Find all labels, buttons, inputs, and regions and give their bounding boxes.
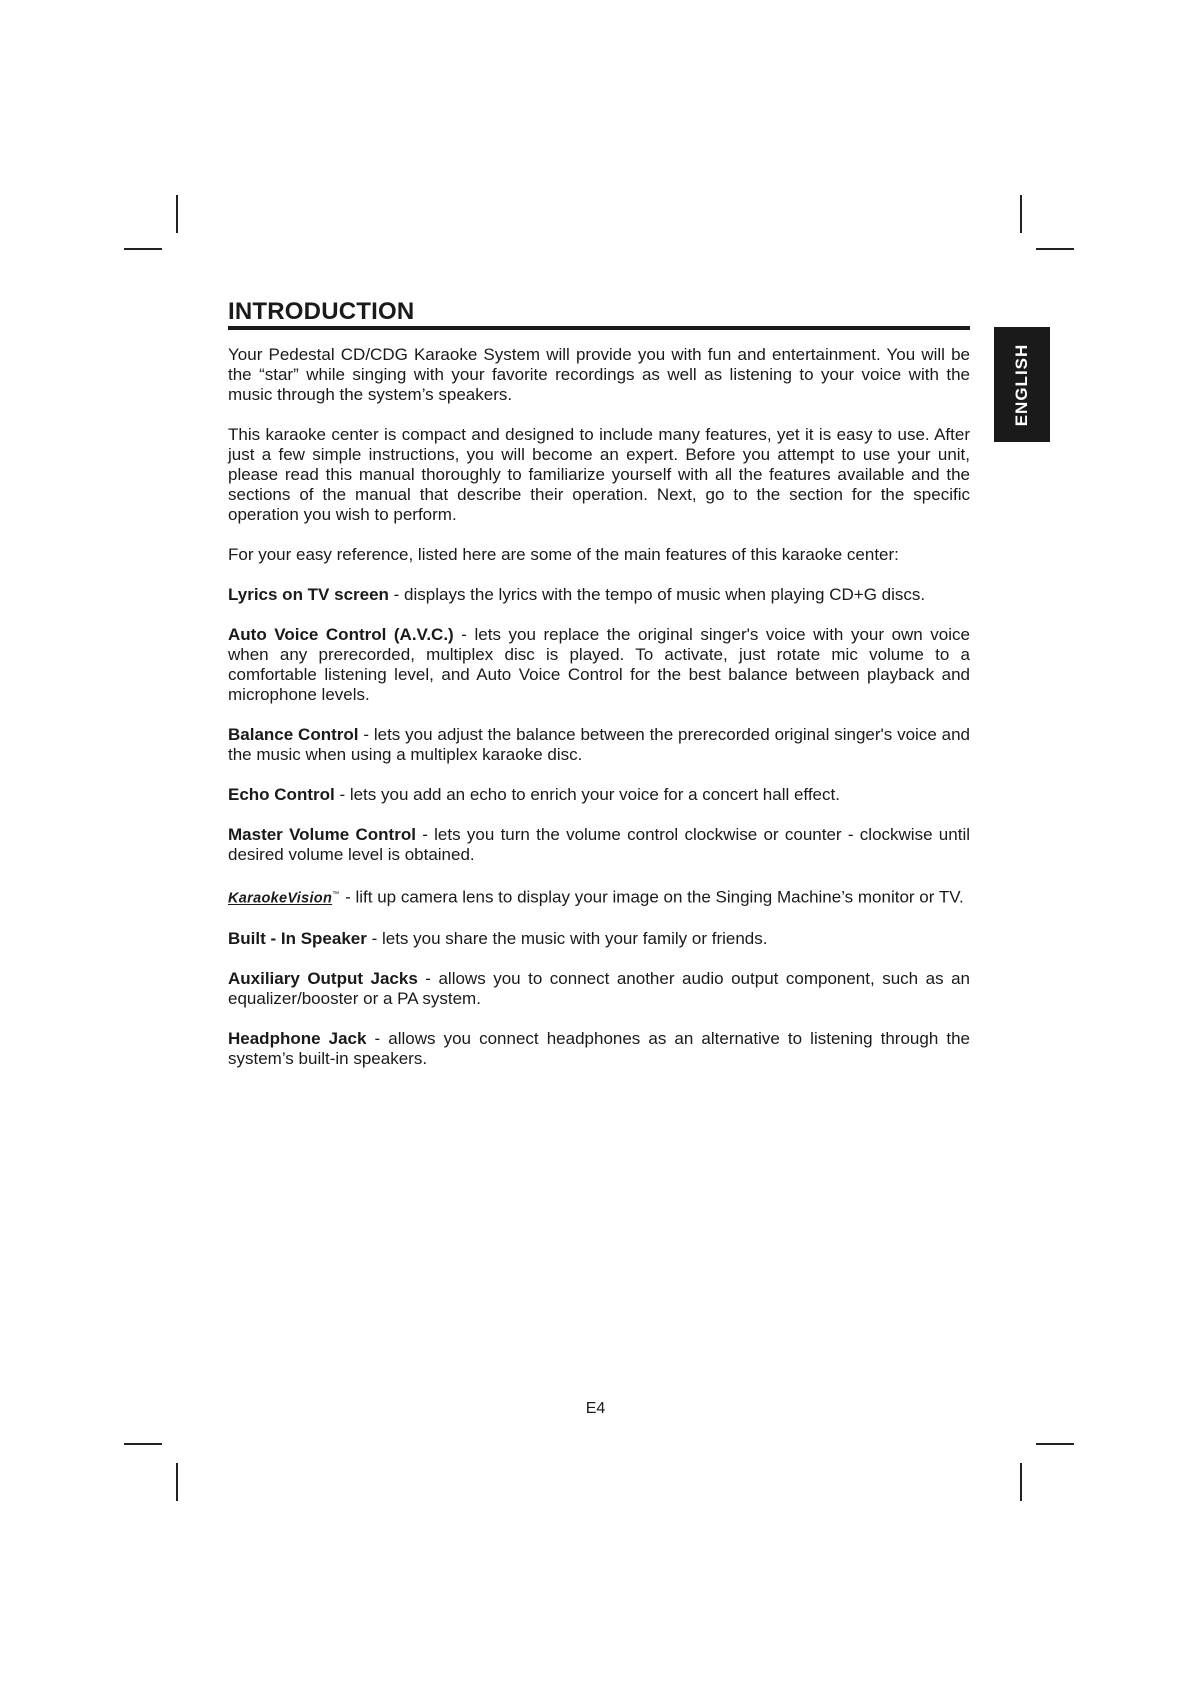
feature-item: [228, 785, 970, 805]
intro-paragraph: For your easy reference, listed here are some of the main features of this karaoke center:: [228, 545, 899, 564]
feature-description: - allows you to connect another audio output component, such as an equalizer/booster or a PA system.: [228, 968, 970, 1008]
feature-description: - lets you replace the original singer's voice with your own voice when any prerecorded, multiplex disc is played. To activate, just rotate mic volume to a comfortable listening level, and Auto Voice Control for the best balance between playback and microphone levels.: [228, 625, 970, 704]
feature-description: - displays the lyrics with the tempo of music when playing CD+G discs.: [388, 585, 926, 604]
feature-description: - lets you share the music with your family or friends.: [366, 928, 768, 948]
main-content: [228, 345, 970, 1089]
feature-description: - lets you adjust the balance between the prerecorded original singer's voice and the music when using a multiplex karaoke disc.: [228, 725, 971, 764]
feature-description: - lets you add an echo to enrich your voice for a concert hall effect.: [334, 785, 840, 804]
title-rule: [228, 326, 970, 330]
feature-item: [228, 625, 970, 705]
feature-term: Auxiliary Output Jacks: [228, 968, 418, 988]
intro-paragraph: Your Pedestal CD/CDG Karaoke System will provide you with fun and entertainment. You will be the “star” while singing with your favorite recordings as well as listening to your voice with the music through the system’s speakers.: [228, 345, 970, 404]
trademark-symbol: ™: [332, 891, 340, 898]
language-tab-label: ENGLISH: [1012, 343, 1031, 426]
crop-mark: [124, 248, 162, 250]
feature-term: Auto Voice Control (A.V.C.): [228, 625, 454, 644]
intro-paragraph: This karaoke center is compact and designed to include many features, yet it is easy to use. After just a few simple instructions, you will become an expert. Before you attempt to use your unit, please read this manual thoroughly to familiarize yourself with all the features available and the sections of the manual that describe their operation. Next, go to the section for the specific operation you wish to perform.: [228, 425, 970, 524]
crop-mark: [176, 1463, 178, 1501]
feature-item: [228, 1029, 970, 1069]
crop-mark: [124, 1443, 162, 1445]
feature-item: [228, 725, 970, 765]
feature-item: [228, 585, 970, 605]
crop-mark: [1036, 248, 1074, 250]
page-title: INTRODUCTION: [228, 298, 415, 325]
feature-term: Master Volume Control: [228, 825, 416, 844]
crop-mark: [1036, 1443, 1074, 1445]
crop-mark: [1020, 1463, 1022, 1501]
feature-item: [228, 969, 970, 1009]
feature-term: Balance Control: [228, 725, 359, 744]
page-number: E4: [585, 1400, 606, 1417]
crop-mark: [1020, 195, 1022, 233]
feature-term: Built - In Speaker: [228, 928, 367, 948]
feature-item: [228, 929, 970, 949]
feature-item: [228, 885, 970, 909]
feature-term: Lyrics on TV screen: [228, 585, 389, 604]
feature-description: - lift up camera lens to display your image on the Singing Machine’s monitor or TV.: [345, 887, 964, 907]
feature-description: - allows you connect headphones as an alternative to listening through the system’s built-in speakers.: [228, 1028, 970, 1068]
crop-mark: [176, 195, 178, 233]
feature-description: - lets you turn the volume control clockwise or counter - clockwise until desired volume level is obtained.: [228, 825, 970, 864]
feature-item: [228, 825, 970, 865]
karaokevision-logo: KaraokeVision: [228, 890, 333, 907]
language-tab: [994, 327, 1050, 442]
feature-term: Headphone Jack: [228, 1028, 367, 1048]
feature-term: Echo Control: [228, 785, 335, 804]
